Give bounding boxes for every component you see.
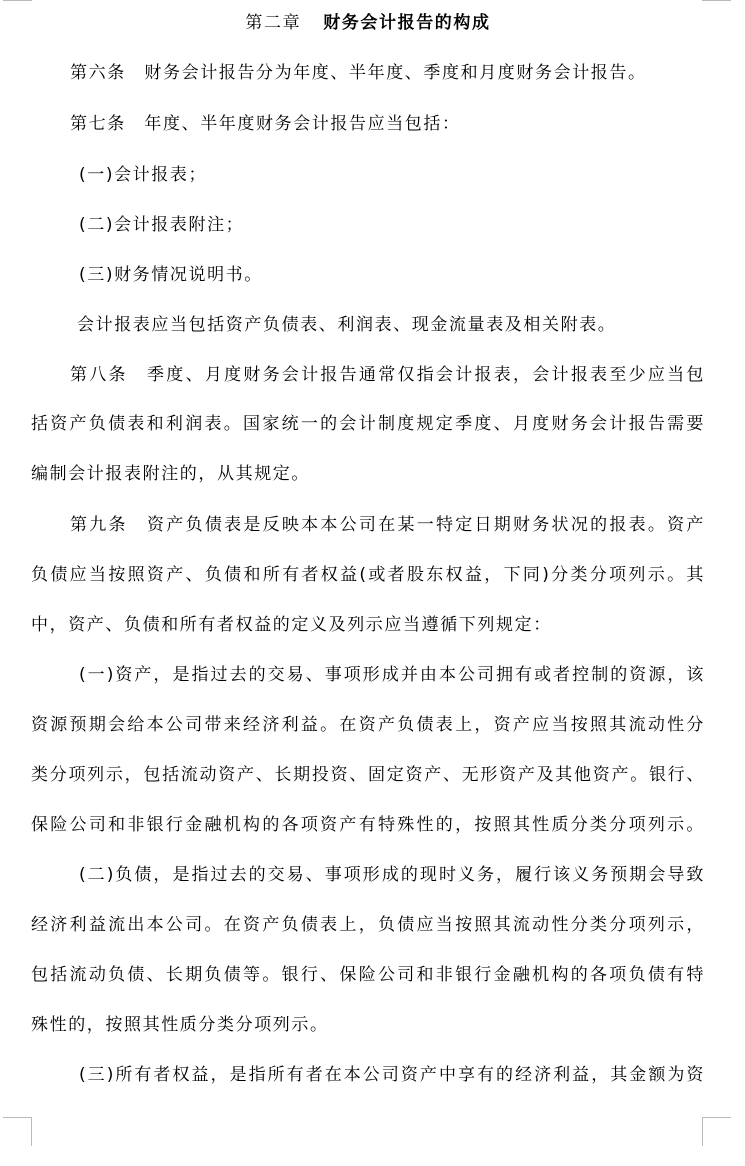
- text-line: (一)资产，是指过去的交易、事项形成并由本公司拥有或者控制的资源，该: [79, 665, 705, 685]
- chapter-number: 第二章: [245, 13, 302, 33]
- crop-mark-bottom-right-v: [702, 1117, 703, 1146]
- text-line: 编制会计报表附注的，从其规定。: [31, 464, 310, 484]
- text-line: (一)会计报表；: [79, 165, 208, 185]
- text-line: 负债应当按照资产、负债和所有者权益(或者股东权益，下同)分类分项列示。其: [31, 565, 705, 585]
- crop-mark-top-right: [702, 0, 731, 1]
- text-line: (二)负债，是指过去的交易、事项形成的现时义务，履行该义务预期会导致: [79, 865, 705, 885]
- text-line: (三)财务情况说明书。: [79, 265, 263, 285]
- text-line: 括资产负债表和利润表。国家统一的会计制度规定季度、月度财务会计报告需要: [31, 414, 705, 434]
- text-line: 保险公司和非银行金融机构的各项资产有特殊性的，按照其性质分类分项列示。: [31, 815, 705, 835]
- text-line: 第七条 年度、半年度财务会计报告应当包括：: [70, 114, 461, 134]
- text-line: (三)所有者权益，是指所有者在本公司资产中享有的经济利益，其金额为资: [79, 1065, 705, 1085]
- text-line: 资源预期会给本公司带来经济利益。在资产负债表上，资产应当按照其流动性分: [31, 715, 705, 735]
- crop-mark-bottom-left-v: [31, 1117, 32, 1146]
- text-line: 第六条 财务会计报告分为年度、半年度、季度和月度财务会计报告。: [70, 63, 647, 83]
- chapter-heading: [31, 12, 705, 34]
- crop-mark-bottom-left-h: [3, 1117, 32, 1118]
- crop-mark-bottom-right-h: [702, 1117, 731, 1118]
- chapter-title: 财务会计报告的构成: [323, 13, 491, 33]
- text-line: (二)会计报表附注；: [79, 215, 245, 235]
- text-line: 会计报表应当包括资产负债表、利润表、现金流量表及相关附表。: [77, 315, 617, 335]
- text-line: 经济利益流出本公司。在资产负债表上，负债应当按照其流动性分类分项列示，: [31, 915, 705, 935]
- text-line: 第九条 资产负债表是反映本本公司在某一特定日期财务状况的报表。资产: [70, 515, 705, 535]
- crop-mark-top-left: [3, 0, 32, 1]
- text-line: 殊性的，按照其性质分类分项列示。: [31, 1015, 329, 1035]
- text-line: 包括流动负债、长期负债等。银行、保险公司和非银行金融机构的各项负债有特: [31, 965, 705, 985]
- text-line: 类分项列示，包括流动资产、长期投资、固定资产、无形资产及其他资产。银行、: [31, 765, 705, 785]
- text-line: 中，资产、负债和所有者权益的定义及列示应当遵循下列规定：: [31, 615, 552, 635]
- text-line: 第八条 季度、月度财务会计报告通常仅指会计报表，会计报表至少应当包: [70, 365, 705, 385]
